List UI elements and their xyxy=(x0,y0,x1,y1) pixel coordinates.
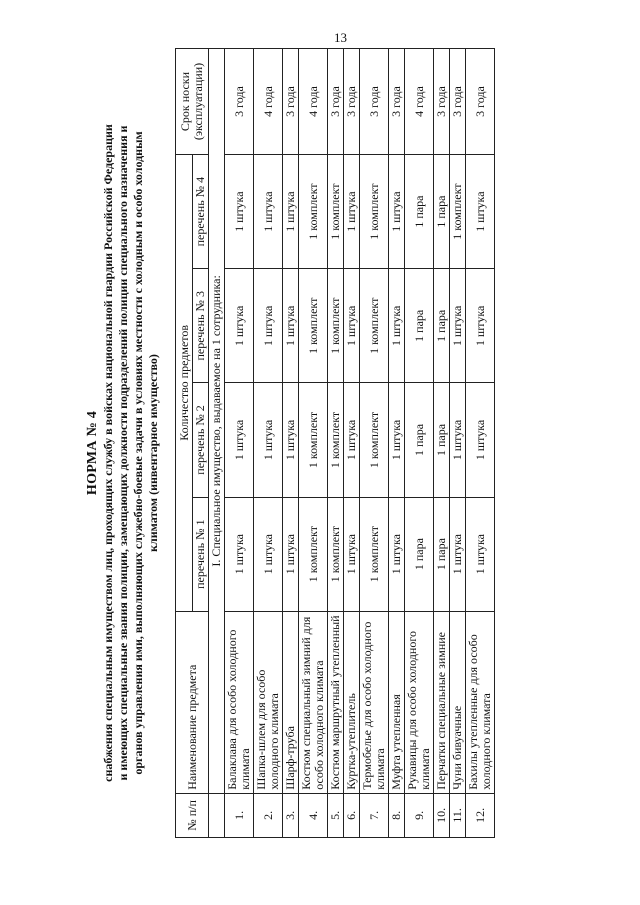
item-name: Балаклава для особо холодного климата xyxy=(225,611,254,793)
quantity-list-1: 1 комплект xyxy=(299,497,328,611)
quantity-list-3: 1 штука xyxy=(283,269,299,383)
quantity-list-4: 1 комплект xyxy=(360,155,389,269)
quantity-list-1: 1 штука xyxy=(225,497,254,611)
quantity-list-2: 1 штука xyxy=(344,383,360,497)
quantity-list-4: 1 комплект xyxy=(328,155,344,269)
rotated-document xyxy=(85,38,550,868)
quantity-list-1: 1 пара xyxy=(434,497,450,611)
quantity-list-4: 1 штука xyxy=(344,155,360,269)
wear-term: 4 года xyxy=(254,49,283,155)
wear-term: 3 года xyxy=(434,49,450,155)
row-number: 2. xyxy=(254,793,283,837)
quantity-list-1: 1 штука xyxy=(466,497,495,611)
quantity-list-2: 1 комплект xyxy=(360,383,389,497)
quantity-list-3: 1 штука xyxy=(450,269,466,383)
subtitle-line-1: снабжения специальным имуществом лиц, проходящих службу в войсках национальной гвардии Российской Федерации xyxy=(101,124,115,782)
header-list-4: перечень № 4 xyxy=(193,155,209,269)
quantity-list-3: 1 штука xyxy=(254,269,283,383)
item-name: Шарф-труба xyxy=(283,611,299,793)
table-row xyxy=(405,49,434,838)
quantity-list-1: 1 штука xyxy=(254,497,283,611)
quantity-list-3: 1 пара xyxy=(405,269,434,383)
row-number: 12. xyxy=(466,793,495,837)
row-number: 9. xyxy=(405,793,434,837)
quantity-list-1: 1 комплект xyxy=(328,497,344,611)
item-name: Куртка-утеплитель xyxy=(344,611,360,793)
table-row xyxy=(225,49,254,838)
table-row xyxy=(299,49,328,838)
row-number: 5. xyxy=(328,793,344,837)
quantity-list-2: 1 штука xyxy=(283,383,299,497)
header-list-3: перечень № 3 xyxy=(193,269,209,383)
row-number: 3. xyxy=(283,793,299,837)
table-row xyxy=(450,49,466,838)
wear-term: 3 года xyxy=(283,49,299,155)
subtitle-line-4: климатом (инвентарное имущество) xyxy=(146,354,160,552)
wear-term: 4 года xyxy=(405,49,434,155)
quantity-list-4: 1 штука xyxy=(389,155,405,269)
quantity-list-2: 1 комплект xyxy=(299,383,328,497)
quantity-list-3: 1 комплект xyxy=(360,269,389,383)
table-row xyxy=(389,49,405,838)
table-row xyxy=(328,49,344,838)
table-row xyxy=(466,49,495,838)
section-heading: I. Специальное имущество, выдаваемое на 1 сотрудника: xyxy=(209,49,225,794)
item-name: Термобелье для особо холодного климата xyxy=(360,611,389,793)
quantity-list-4: 1 комплект xyxy=(450,155,466,269)
row-number: 1. xyxy=(225,793,254,837)
quantity-list-1: 1 штука xyxy=(283,497,299,611)
header-name: Наименование предмета xyxy=(176,611,209,793)
item-name: Перчатки специальные зимние xyxy=(434,611,450,793)
subtitle-line-3: органов управления ими, выполняющих служебно-боевые задачи в условиях местности с холодным и особо холодным xyxy=(131,131,145,775)
row-number: 10. xyxy=(434,793,450,837)
quantity-list-4: 1 пара xyxy=(405,155,434,269)
subtitle-line-2: и имеющих специальные звания полиции, замещающих должности подразделений полиции специального назначения и xyxy=(116,125,130,781)
wear-term: 4 года xyxy=(299,49,328,155)
quantity-list-4: 1 штука xyxy=(283,155,299,269)
item-name: Шапка-шлем для особо холодного климата xyxy=(254,611,283,793)
quantity-list-1: 1 штука xyxy=(450,497,466,611)
row-number: 6. xyxy=(344,793,360,837)
table-row xyxy=(434,49,450,838)
title-block xyxy=(85,38,161,868)
quantity-list-4: 1 пара xyxy=(434,155,450,269)
item-name: Костюм специальный зимний для особо холодного климата xyxy=(299,611,328,793)
quantity-list-3: 1 штука xyxy=(225,269,254,383)
row-number: 4. xyxy=(299,793,328,837)
quantity-list-2: 1 штука xyxy=(389,383,405,497)
quantity-list-2: 1 комплект xyxy=(328,383,344,497)
quantity-list-4: 1 штука xyxy=(225,155,254,269)
quantity-list-4: 1 штука xyxy=(466,155,495,269)
item-name: Чуни бивуачные xyxy=(450,611,466,793)
quantity-list-3: 1 комплект xyxy=(299,269,328,383)
item-name: Рукавицы для особо холодного климата xyxy=(405,611,434,793)
quantity-list-2: 1 штука xyxy=(225,383,254,497)
quantity-list-3: 1 пара xyxy=(434,269,450,383)
item-name: Костюм маршрутный утепленный xyxy=(328,611,344,793)
row-number: 7. xyxy=(360,793,389,837)
header-term: Срок носки (эксплуатации) xyxy=(176,49,209,155)
quantity-list-1: 1 штука xyxy=(389,497,405,611)
wear-term: 3 года xyxy=(450,49,466,155)
row-number: 11. xyxy=(450,793,466,837)
wear-term: 3 года xyxy=(344,49,360,155)
wear-term: 3 года xyxy=(225,49,254,155)
quantity-list-2: 1 штука xyxy=(254,383,283,497)
norm-table xyxy=(175,48,495,838)
wear-term: 3 года xyxy=(466,49,495,155)
header-list-1: перечень № 1 xyxy=(193,497,209,611)
quantity-list-1: 1 пара xyxy=(405,497,434,611)
header-list-2: перечень № 2 xyxy=(193,383,209,497)
item-name: Муфта утепленная xyxy=(389,611,405,793)
row-number: 8. xyxy=(389,793,405,837)
quantity-list-2: 1 штука xyxy=(466,383,495,497)
table-row xyxy=(254,49,283,838)
wear-term: 3 года xyxy=(328,49,344,155)
quantity-list-2: 1 пара xyxy=(434,383,450,497)
quantity-list-3: 1 комплект xyxy=(328,269,344,383)
table-row xyxy=(344,49,360,838)
quantity-list-3: 1 штука xyxy=(389,269,405,383)
quantity-list-2: 1 штука xyxy=(450,383,466,497)
quantity-list-2: 1 пара xyxy=(405,383,434,497)
quantity-list-1: 1 штука xyxy=(344,497,360,611)
quantity-list-3: 1 штука xyxy=(344,269,360,383)
section-num-cell xyxy=(209,793,225,837)
header-num: № п/п xyxy=(176,793,209,837)
item-name: Бахилы утепленные для особо холодного климата xyxy=(466,611,495,793)
table-row xyxy=(283,49,299,838)
quantity-list-4: 1 штука xyxy=(254,155,283,269)
wear-term: 3 года xyxy=(360,49,389,155)
quantity-list-3: 1 штука xyxy=(466,269,495,383)
table-row xyxy=(360,49,389,838)
page-number: 13 xyxy=(334,30,347,45)
wear-term: 3 года xyxy=(389,49,405,155)
quantity-list-1: 1 комплект xyxy=(360,497,389,611)
norm-title: НОРМА № 4 xyxy=(85,410,100,496)
quantity-list-4: 1 комплект xyxy=(299,155,328,269)
header-quantity: Количество предметов xyxy=(176,155,193,612)
